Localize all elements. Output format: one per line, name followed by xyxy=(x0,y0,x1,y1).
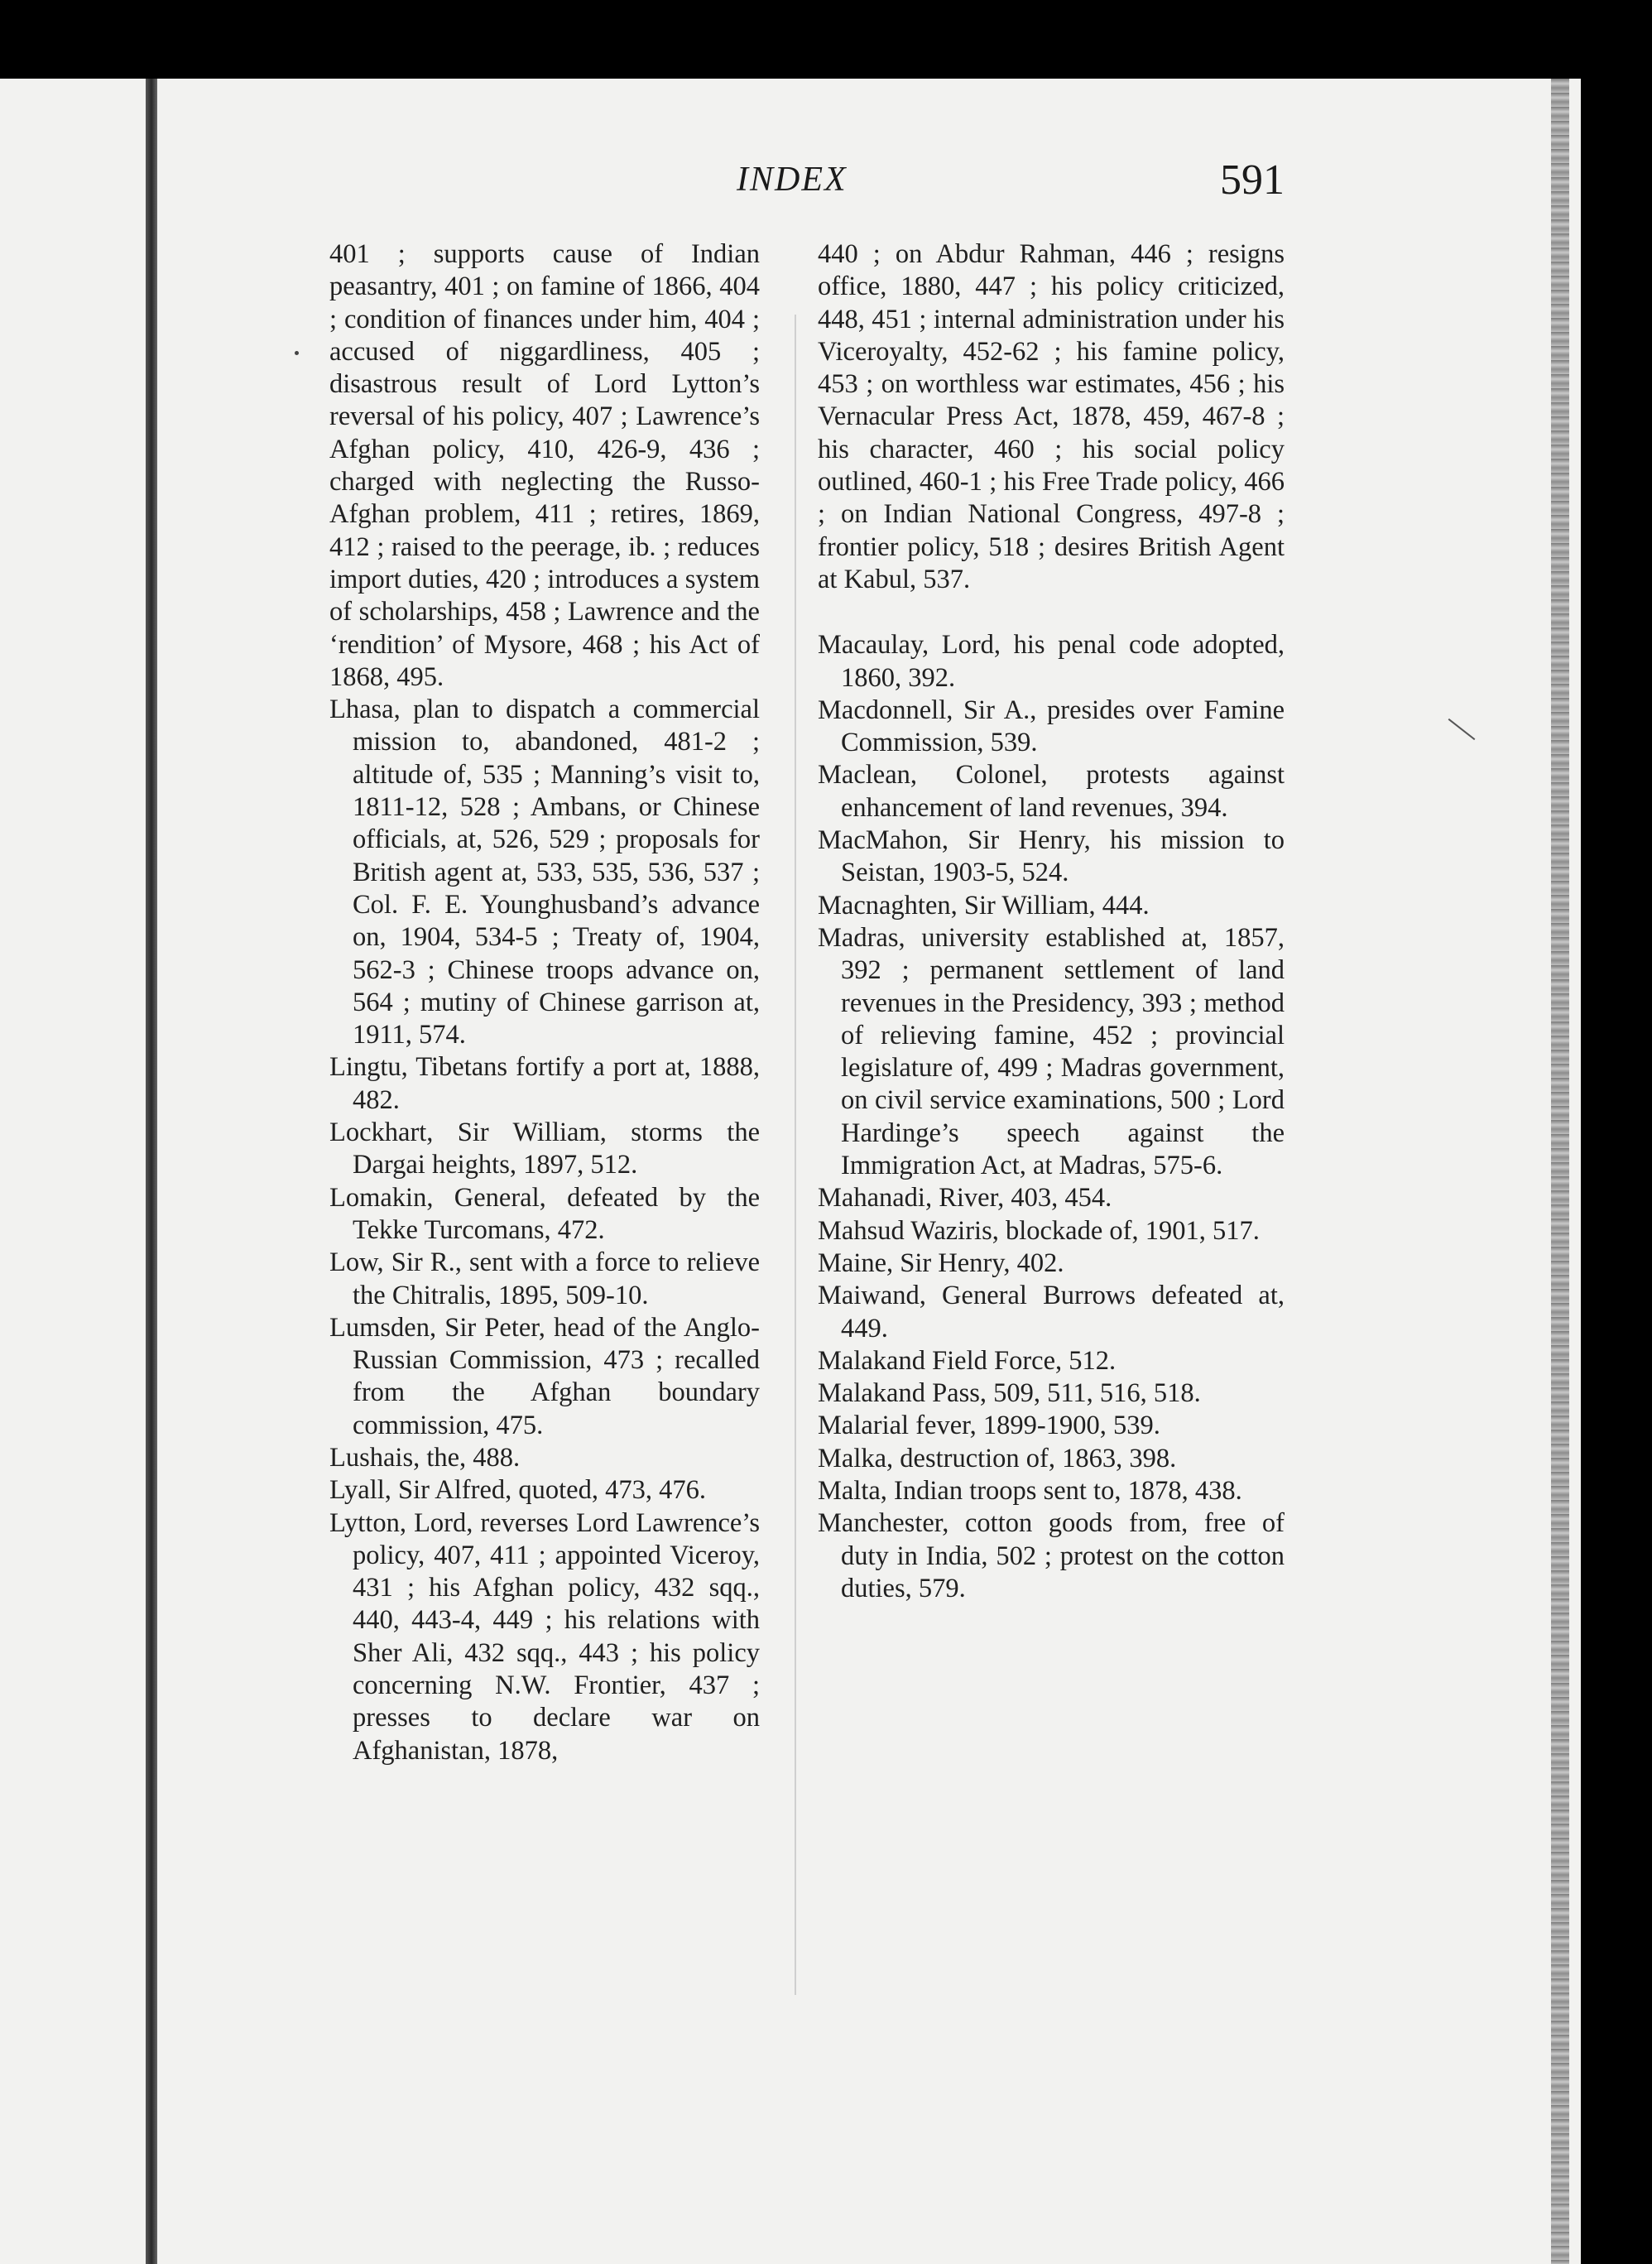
index-entry-continuation: 440 ; on Abdur Rahman, 446 ; resigns office, 1880, 447 ; his policy criticized, 448, 451 ; internal administration under his Viceroyalty, 452-62 ; his famine policy, 453 ; on worthless war estimates, 456 ; his Vernacular Press Act, 1878, 459, 467-8 ; his character, 460 ; his social policy outlined, 460-1 ; his Free Trade policy, 466 ; on Indian National Congress, 497-8 ; frontier policy, 518 ; desires British Agent at Kabul, 537. xyxy=(818,239,1285,594)
index-entry: Lingtu, Tibetans fortify a port at, 1888, 482. xyxy=(329,1052,760,1115)
index-entry: MacMahon, Sir Henry, his mission to Seistan, 1903-5, 524. xyxy=(818,825,1285,888)
page-number: 591 xyxy=(1220,156,1285,204)
margin-mark xyxy=(295,351,299,355)
index-entry: Lytton, Lord, reverses Lord Lawrence’s policy, 407, 411 ; appointed Viceroy, 431 ; his Afghan policy, 432 sqq., 440, 443-4, 449 ; his relations with Sher Ali, 432 sqq., 443 ; his policy concerning N.W. Frontier, 437 ; presses to declare war on Afghanistan, 1878, xyxy=(329,1507,760,1766)
index-entry: Madras, university established at, 1857, 392 ; permanent settlement of land revenues in the Presidency, 393 ; method of relieving famine, 452 ; provincial legislature of, 499 ; Madras government, on civil service examinations, 500 ; Lord Hardinge’s speech against the Immigration Act, at Madras, 575-6. xyxy=(818,922,1285,1181)
index-entry: Malakand Pass, 509, 511, 516, 518. xyxy=(818,1378,1201,1409)
index-entry-continuation: 401 ; supports cause of Indian peasantry, 401 ; on famine of 1866, 404 ; condition of finances under him, 404 ; accused of niggardliness, 405 ; disastrous result of Lord Lytton’s reversal of his policy, 407 ; Lawrence’s Afghan policy, 410, 426-9, 436 ; charged with neglecting the Russo-Afghan problem, 411 ; retires, 1869, 412 ; raised to the peerage, ib. ; reduces import duties, 420 ; introduces a system of scholarships, 458 ; Lawrence and the ‘rendition’ of Mysore, 468 ; his Act of 1868, 495. xyxy=(329,239,760,692)
index-entry: Lushais, the, 488. xyxy=(329,1442,521,1473)
index-entry: Malta, Indian troops sent to, 1878, 438. xyxy=(818,1475,1242,1506)
index-entry: Maine, Sir Henry, 402. xyxy=(818,1247,1064,1278)
page-gutter-left xyxy=(146,79,157,2264)
page-stack-edge-right xyxy=(1551,79,1569,2264)
index-entry: Macnaghten, Sir William, 444. xyxy=(818,890,1150,921)
column-divider xyxy=(795,315,796,1995)
index-entry: Manchester, cotton goods from, free of duty in India, 502 ; protest on the cotton duties, 579. xyxy=(818,1508,1285,1603)
index-entry: Low, Sir R., sent with a force to relieve the Chitralis, 1895, 509-10. xyxy=(329,1247,760,1310)
index-entry: Malka, destruction of, 1863, 398. xyxy=(818,1443,1177,1473)
index-entry: Lomakin, General, defeated by the Tekke Turcomans, 472. xyxy=(329,1182,760,1245)
index-entry: Malakand Field Force, 512. xyxy=(818,1345,1117,1376)
index-entry: Maiwand, General Burrows defeated at, 449. xyxy=(818,1281,1285,1343)
index-entry: Macaulay, Lord, his penal code adopted, 1860, 392. xyxy=(818,630,1285,693)
index-column-right xyxy=(818,238,1285,1605)
index-entry: Mahanadi, River, 403, 454. xyxy=(818,1183,1112,1214)
index-entry: Maclean, Colonel, protests against enhancement of land revenues, 394. xyxy=(818,760,1285,823)
index-entry: Macdonnell, Sir A., presides over Famine Commission, 539. xyxy=(818,695,1285,758)
index-entry: Lumsden, Sir Peter, head of the Anglo-Russian Commission, 473 ; recalled from the Afghan boundary commission, 475. xyxy=(329,1312,760,1440)
entry-spacer xyxy=(818,596,1285,629)
index-entry: Lyall, Sir Alfred, quoted, 473, 476. xyxy=(329,1475,706,1506)
running-header-title: INDEX xyxy=(737,161,848,199)
index-entry: Malarial fever, 1899-1900, 539. xyxy=(818,1411,1160,1441)
index-column-left xyxy=(329,238,760,1767)
index-entry: Lhasa, plan to dispatch a commercial mission to, abandoned, 481-2 ; altitude of, 535 ; Manning’s visit to, 1811-12, 528 ; Ambans, or Chinese officials, at, 526, 529 ; proposals for British agent at, 533, 535, 536, 537 ; Col. F. E. Younghusband’s advance on, 1904, 534-5 ; Treaty of, 1904, 562-3 ; Chinese troops advance on, 564 ; mutiny of Chinese garrison at, 1911, 574. xyxy=(329,695,760,1050)
index-entry: Lockhart, Sir William, storms the Dargai heights, 1897, 512. xyxy=(329,1118,760,1180)
index-entry: Mahsud Waziris, blockade of, 1901, 517. xyxy=(818,1215,1260,1246)
book-page xyxy=(0,79,1581,2264)
